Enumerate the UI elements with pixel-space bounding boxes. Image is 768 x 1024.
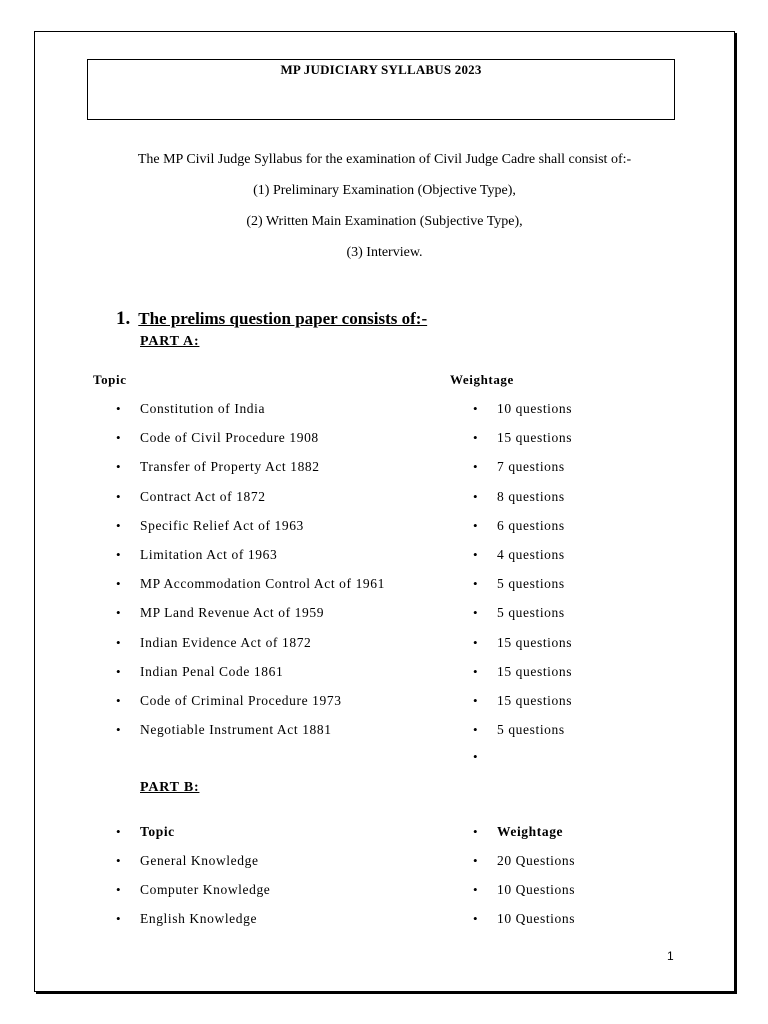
bullet: • bbox=[473, 547, 478, 562]
topic-cell: MP Land Revenue Act of 1959 bbox=[140, 605, 325, 621]
bullet: • bbox=[473, 882, 478, 897]
bullet: • bbox=[116, 430, 121, 446]
part-a-weightage-header: Weightage bbox=[450, 372, 514, 387]
topic-cell: Computer Knowledge bbox=[140, 882, 271, 897]
weightage-cell: 6 questions bbox=[497, 517, 565, 533]
bullet: • bbox=[116, 488, 121, 504]
bullet: • bbox=[116, 459, 121, 475]
bullet: • bbox=[116, 882, 121, 897]
bullet: • bbox=[116, 911, 121, 926]
bullet: • bbox=[473, 517, 478, 533]
bullet: • bbox=[116, 401, 121, 416]
bullet: • bbox=[473, 605, 478, 621]
section-number: 1. bbox=[116, 308, 131, 329]
weightage-cell: 4 questions bbox=[497, 547, 565, 562]
bullet: • bbox=[116, 547, 121, 562]
topic-cell: Transfer of Property Act 1882 bbox=[140, 459, 320, 475]
topic-cell: Limitation Act of 1963 bbox=[140, 547, 278, 562]
bullet: • bbox=[473, 853, 478, 868]
intro-line-1: The MP Civil Judge Syllabus for the examination of Civil Judge Cadre shall consist of:- bbox=[137, 152, 632, 167]
bullet: • bbox=[473, 824, 478, 839]
bullet: • bbox=[473, 576, 478, 592]
topic-cell: General Knowledge bbox=[140, 853, 259, 868]
weightage-cell: 5 questions bbox=[497, 576, 565, 592]
title-box bbox=[87, 59, 675, 120]
bullet: • bbox=[473, 911, 478, 926]
document-title: MP JUDICIARY SYLLABUS 2023 bbox=[280, 62, 482, 77]
bullet: • bbox=[116, 634, 121, 650]
bullet: • bbox=[473, 634, 478, 650]
topic-cell: Contract Act of 1872 bbox=[140, 488, 266, 504]
weightage-cell: 5 questions bbox=[497, 605, 565, 621]
topic-cell: Indian Evidence Act of 1872 bbox=[140, 634, 312, 650]
bullet: • bbox=[473, 693, 478, 708]
weightage-cell: 15 questions bbox=[497, 663, 573, 679]
intro-line-4: (3) Interview. bbox=[346, 245, 423, 260]
part-b-topic-header: Topic bbox=[140, 824, 175, 839]
topic-cell: Indian Penal Code 1861 bbox=[140, 663, 284, 679]
bullet: • bbox=[116, 853, 121, 868]
topic-cell: Negotiable Instrument Act 1881 bbox=[140, 722, 332, 738]
weightage-cell: 20 Questions bbox=[497, 853, 576, 868]
weightage-cell: 15 questions bbox=[497, 634, 573, 650]
bullet: • bbox=[116, 605, 121, 621]
bullet: • bbox=[473, 459, 478, 475]
bullet: • bbox=[116, 824, 121, 839]
weightage-cell: 5 questions bbox=[497, 722, 565, 738]
weightage-cell: 8 questions bbox=[497, 488, 565, 504]
weightage-cell: 10 questions bbox=[497, 401, 573, 416]
bullet: • bbox=[116, 576, 121, 592]
topic-cell: Code of Criminal Procedure 1973 bbox=[140, 693, 342, 708]
section-heading bbox=[116, 308, 427, 330]
part-a-label: PART A: bbox=[140, 334, 200, 349]
part-b-weightage-header: Weightage bbox=[497, 824, 564, 839]
document-page bbox=[34, 31, 735, 992]
topic-cell: English Knowledge bbox=[140, 911, 258, 926]
bullet: • bbox=[116, 722, 121, 738]
topic-cell: Code of Civil Procedure 1908 bbox=[140, 430, 319, 446]
part-a-topic-header: Topic bbox=[93, 372, 127, 387]
bullet: • bbox=[473, 488, 478, 504]
part-b-label: PART B: bbox=[140, 780, 200, 795]
bullet: • bbox=[116, 663, 121, 679]
section-title: The prelims question paper consists of:- bbox=[138, 309, 428, 328]
weightage-cell: 15 questions bbox=[497, 430, 573, 446]
weightage-cell: 15 questions bbox=[497, 693, 573, 708]
bullet: • bbox=[473, 401, 478, 416]
bullet: • bbox=[116, 517, 121, 533]
weightage-cell: 10 Questions bbox=[497, 882, 576, 897]
empty-bullet: • bbox=[473, 749, 478, 764]
bullet: • bbox=[473, 722, 478, 738]
bullet: • bbox=[473, 430, 478, 446]
topic-cell: Specific Relief Act of 1963 bbox=[140, 517, 304, 533]
bullet: • bbox=[116, 693, 121, 708]
intro-line-3: (2) Written Main Examination (Subjective Type), bbox=[246, 214, 523, 229]
intro-line-2: (1) Preliminary Examination (Objective Type), bbox=[253, 183, 516, 198]
bullet: • bbox=[473, 663, 478, 679]
weightage-cell: 10 Questions bbox=[497, 911, 576, 926]
topic-cell: Constitution of India bbox=[140, 401, 266, 416]
weightage-cell: 7 questions bbox=[497, 459, 565, 475]
topic-cell: MP Accommodation Control Act of 1961 bbox=[140, 576, 385, 592]
page-number: 1 bbox=[667, 949, 674, 963]
